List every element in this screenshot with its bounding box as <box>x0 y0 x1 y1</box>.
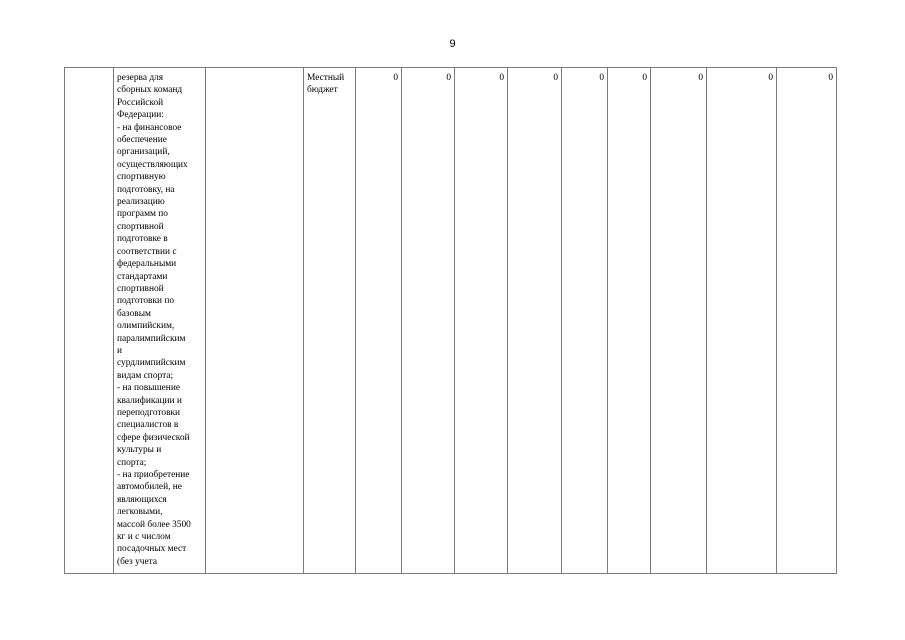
value-cell-4: 0 <box>508 68 562 574</box>
page-number: 9 <box>449 38 456 50</box>
budget-table <box>64 67 837 574</box>
executor-cell <box>206 68 304 574</box>
value-cell-5: 0 <box>562 68 608 574</box>
value-cell-7: 0 <box>651 68 707 574</box>
description-text: резерва для сборных команд Российской Федерации: - на финансовое обеспечение организаций, осуществляющих спортивную подготовку, на реализацию программ по спортивной подготовке в соответствии с федеральными стандартами спортивной подготовки по базовым олимпийским, паралимпийским и сурдлимпийским видам спорта; - на повышение квалификации и переподготовки специалистов в сфере физической культуры и спорта; - на приобретение автомобилей, не являющихся легковыми, массой более 3500 кг и с числом посадочных мест (без учета <box>117 73 191 567</box>
row-index-cell <box>65 68 114 574</box>
funding-source-text: Местный бюджет <box>307 73 345 96</box>
value-cell-8: 0 <box>707 68 777 574</box>
description-cell <box>114 68 206 574</box>
table-row <box>65 68 837 574</box>
value-cell-2: 0 <box>402 68 455 574</box>
value-cell-9: 0 <box>777 68 837 574</box>
funding-source-cell <box>304 68 356 574</box>
value-cell-3: 0 <box>455 68 508 574</box>
value-cell-6: 0 <box>608 68 651 574</box>
value-cell-1: 0 <box>356 68 402 574</box>
